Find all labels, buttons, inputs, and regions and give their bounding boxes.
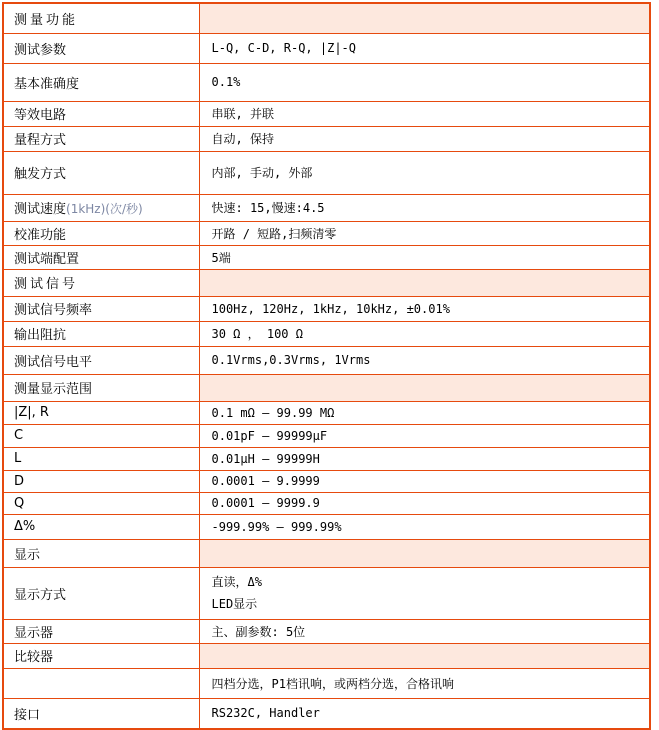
spec-row (3, 698, 650, 729)
row-label: 测量显示范围 (3, 374, 199, 401)
spec-table-body (3, 3, 650, 729)
row-value: -999.99% — 999.99% (199, 514, 650, 539)
row-value: 0.0001 — 9999.9 (199, 492, 650, 514)
row-label (3, 668, 199, 698)
row-value (199, 643, 650, 668)
row-value-line: LED显示 (211, 597, 258, 611)
row-value: 四档分选，P1档讯响，或两档分选，合格讯响 (199, 668, 650, 698)
spec-row (3, 321, 650, 346)
spec-row (3, 619, 650, 643)
row-label: 基本准确度 (3, 63, 199, 101)
row-label: 测试速度(1kHz)(次/秒) (3, 194, 199, 221)
row-label: 显示 (3, 539, 199, 567)
row-value: 100Hz, 120Hz, 1kHz, 10kHz, ±0.01% (199, 296, 650, 321)
row-value: 30 Ω ， 100 Ω (199, 321, 650, 346)
section-row (3, 374, 650, 401)
row-label: 等效电路 (3, 101, 199, 126)
row-label: 测试参数 (3, 33, 199, 63)
spec-row (3, 194, 650, 221)
spec-row (3, 447, 650, 470)
row-label: |Z|, R (3, 401, 199, 424)
row-label: 测试端配置 (3, 245, 199, 269)
row-value: 开路 / 短路,扫频清零 (199, 221, 650, 245)
row-label: 量程方式 (3, 126, 199, 151)
row-value: 串联, 并联 (199, 101, 650, 126)
spec-table (2, 2, 651, 730)
row-label-note: (1kHz)(次/秒) (66, 202, 143, 216)
row-value (199, 269, 650, 296)
row-label: 测试信号频率 (3, 296, 199, 321)
spec-row (3, 221, 650, 245)
spec-row (3, 401, 650, 424)
row-value (199, 539, 650, 567)
spec-row (3, 470, 650, 492)
row-value: 内部, 手动, 外部 (199, 151, 650, 194)
row-label: 输出阻抗 (3, 321, 199, 346)
row-value: 自动, 保持 (199, 126, 650, 151)
row-value: 0.1Vrms,0.3Vrms, 1Vrms (199, 346, 650, 374)
row-label: 触发方式 (3, 151, 199, 194)
row-label: Q (3, 492, 199, 514)
spec-row (3, 424, 650, 447)
spec-row (3, 245, 650, 269)
row-label: C (3, 424, 199, 447)
section-row (3, 3, 650, 33)
row-label: 显示器 (3, 619, 199, 643)
section-row (3, 539, 650, 567)
spec-row (3, 101, 650, 126)
row-value: 0.1 mΩ — 99.99 MΩ (199, 401, 650, 424)
row-value: 主、副参数: 5位 (199, 619, 650, 643)
row-value: 0.1% (199, 63, 650, 101)
row-label: D (3, 470, 199, 492)
row-label: 测试信号 (3, 269, 199, 296)
row-label: L (3, 447, 199, 470)
row-value: 快速: 15,慢速:4.5 (199, 194, 650, 221)
row-value (199, 567, 650, 619)
spec-row (3, 668, 650, 698)
row-label: 测量功能 (3, 3, 199, 33)
row-value: 0.01μH — 99999H (199, 447, 650, 470)
section-row (3, 643, 650, 668)
row-label: 显示方式 (3, 567, 199, 619)
spec-row (3, 567, 650, 619)
spec-row (3, 514, 650, 539)
row-value-line: 直读，Δ% (211, 575, 262, 589)
row-value: 5端 (199, 245, 650, 269)
spec-row (3, 346, 650, 374)
spec-row (3, 63, 650, 101)
row-value (199, 374, 650, 401)
row-label: 校准功能 (3, 221, 199, 245)
spec-row (3, 151, 650, 194)
row-value: 0.01pF — 99999μF (199, 424, 650, 447)
row-value (199, 3, 650, 33)
row-value: L-Q, C-D, R-Q, |Z|-Q (199, 33, 650, 63)
row-label: 接口 (3, 698, 199, 729)
row-label: 测试信号电平 (3, 346, 199, 374)
spec-row (3, 296, 650, 321)
row-value: RS232C, Handler (199, 698, 650, 729)
row-label: 比较器 (3, 643, 199, 668)
spec-row (3, 126, 650, 151)
row-label: Δ% (3, 514, 199, 539)
spec-row (3, 492, 650, 514)
spec-row (3, 33, 650, 63)
section-row (3, 269, 650, 296)
row-value: 0.0001 — 9.9999 (199, 470, 650, 492)
